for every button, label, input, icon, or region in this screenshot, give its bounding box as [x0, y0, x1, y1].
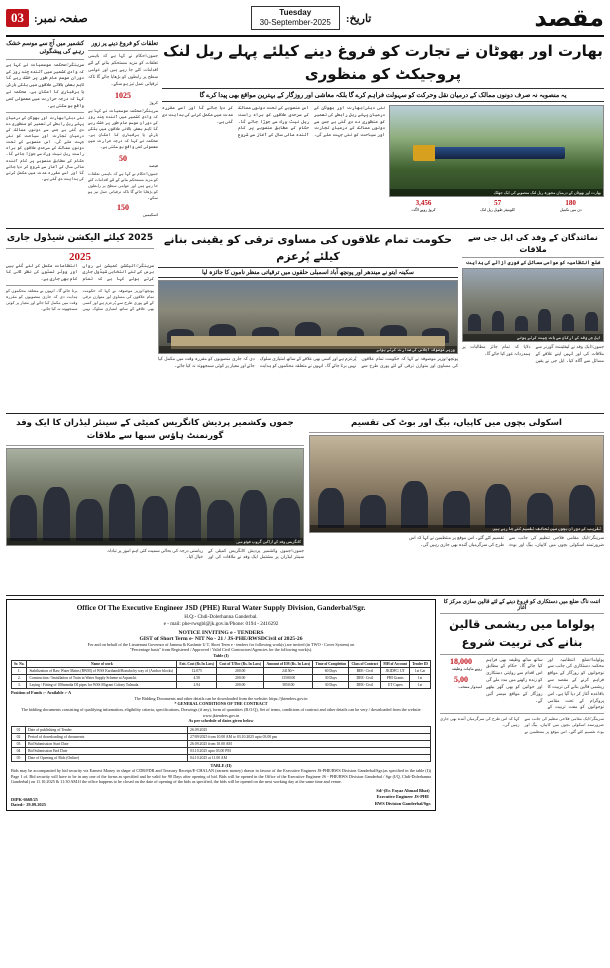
table-row: [12, 674, 431, 681]
left2-stat-1-value: 1025: [115, 90, 131, 100]
lead-subhead: یہ منصوبہ نہ صرف دونوں ممالک کے درمیان نقل وحرکت کو سہولت فراہم کرے گا بلکہ معاشی اور روزگار کے بہترین مواقع بھی پیدا کرے گا: [162, 88, 604, 102]
band-right-heading: اسکولی بچوں میں کاپیاں، بیگ اور بوٹ کی تقسیم: [351, 418, 562, 428]
mid-left-body-2: پونچھ//وزیر موصوفہ نے کہا کہ حکومت تمام علاقوں کی مساوی اور متوازن ترقی کے لئے پوری طرح سے پُرعزم ہے اور کسی بھی علاقے کے ساتھ امتیازی سلوک نہیں برتا جائے گا۔ انہوں نے متعلقہ محکموں کو ہدایت دی کہ جاری منصوبوں کو مقررہ وقت میں مکمل کیا جائے اور معیار پر کوئی سمجھوتہ نہ کیا جائے۔: [6, 287, 154, 312]
schedule-row: [12, 740, 431, 747]
cell-tdoc: 200.00: [217, 681, 264, 688]
lead-figure-3-label: دن میں تکمیل: [559, 208, 582, 212]
left1-body: سرینگر//محکمہ موسمیات نے کہا ہے کہ وادی کشمیر میں آئندہ چند روز کے دوران موسم عام طور پر خشک رہے گا تاہم بعض بالائی علاقوں میں ہلکی بارش یا برفباری کا امکان ہے۔ محکمہ نے کہا کہ درجہ حرارت میں معمولی کمی واقع ہو سکتی ہے۔: [6, 61, 84, 108]
mid-right-heading: نمائندگان کے وفد کی ایل جی سے ملاقات: [468, 233, 598, 254]
band-left-body: جموں//جموں وکشمیر پردیش کانگریس کمیٹی کے سینئر لیڈران پر مشتمل ایک وفد نے ملاقات کی اور ریاستی درجہ کی بحالی سمیت کئی اہم امور پر تبادلہ خیال کیا۔: [107, 547, 304, 560]
left-column-2: [88, 40, 158, 225]
people-group-2: [463, 301, 603, 331]
col-time: Time of Completion: [313, 660, 349, 667]
col-sr: Sr. No.: [12, 660, 27, 667]
cell-work: Stabilization of Raw Water Mains (RWM) of WSS Karthandi/Bonuba by way of (Anchor blocks): [27, 667, 177, 674]
left2-heading: تعلقات کو فروغ دینے پر زور: [91, 41, 158, 47]
sch-val: 04.10.2025 at 11.00 AM: [188, 754, 431, 761]
band-left-story: [6, 417, 304, 592]
col-tid: Tender ID: [410, 660, 431, 667]
mid-right-body: جموں//ایک وفد نے لیفٹیننٹ گورنر سے ملاقات کی اور انہیں اپنے علاقے کے مسائل سے آگاہ کیا۔ ایل جی نے یقین دلایا کہ تمام جائز مطالبات پر ہمدردانہ غور کیا جائے گا۔: [462, 344, 604, 363]
right-ad-kicker: اننت ناگ ضلع میں دستکاری کو فروغ دینے کے لئے قالین سازی مرکز کا آغاز: [443, 599, 601, 611]
tender-table-label: Table (I): [213, 652, 229, 658]
tender-fine-print: Bids may be accompanied by bid security viz Earnest Money in shape of CDR/FDR and Treasury Receipt/E-CHALAN (earnest money) drawn in favour of the Executive Engineer JS-PHE/RWS Division Ganderbal/Sgr.(as specified in the table (I)) Page 1 of. Bid security will have to be in any one of the forms as specified and be valid for 90 Days after opening of bid. Bids will be opened in the Office of the Executive Engineer JS - PHE/RWS Division Ganderbal / Sgr (I/Q, Chdi-Dolerhanna Ganderbal) on 11.10.2025 & 11:30 AM.If the office happens to be closed on the date of opening of the bids as specified, the bids will be opened on the next working day at the same time and venue.: [11, 767, 431, 785]
tender-dated: Dated:- 29.09.2025: [11, 802, 46, 808]
lead-body: نئی دہلی//بھارت اور بھوٹان کے درمیان پہلے ریل رابطے کی تعمیر کو منظوری دے دی گئی ہے جس سے دونوں ممالک کے درمیان تجارت اور سیاحت کو نئی جہت ملے گی۔ اس منصوبے کے تحت دونوں ممالک کے سرحدی علاقوں کو براہ راست ریل نیٹ ورک سے جوڑا جائے گا۔ حکام کے مطابق منصوبے پر کام آئندہ مالی سال کے آغاز سے شروع کر دیا جائے گا اور اسے مقررہ مدت میں مکمل کرنے کی ہدایت دی گئی ہے۔: [162, 105, 385, 138]
schedule-row: [12, 754, 431, 761]
mid-left-body: سرینگر//الیکشن کمیشن نے رواں برس کے لئے انتخابی شیڈول جاری کرتے ہوئے کہا ہے کہ تمام انتظامات مکمل کر لئے گئے ہیں اور ووٹر لسٹوں کی نظر ثانی کا کام بھی جاری ہے۔: [6, 262, 154, 282]
tender-sign-3: RWS Division Ganderbal/Sgr.: [374, 800, 431, 806]
cell-tid: 1st: [410, 674, 431, 681]
band-section: [6, 417, 604, 592]
sch-desc: Date of Opening of Bids (Online): [26, 754, 188, 761]
cell-em: 24150/=: [264, 667, 313, 674]
masthead: [6, 4, 604, 37]
band-right-story: [309, 417, 604, 592]
mid-section: [6, 232, 604, 410]
cell-est: 4.50: [177, 674, 217, 681]
tender-schedule-label: As per schedule of dates given below: [188, 718, 254, 724]
page-label: صفحہ نمبر:: [34, 12, 88, 25]
band-left-heading: جموں وکشمیر پردیش کانگریس کمیٹی کے سینئر لیڈران کا ایک وفد گورنمنٹ ہاؤس سبھا سے ملاقات: [16, 418, 294, 441]
col-est: Estt. Cost (Rs In Lacs): [177, 660, 217, 667]
right-ad-body: پولواما//ضلع انتظامیہ اور محکمہ دستکاری کی جانب سے نوجوانوں کو روزگار کے مواقع فراہم کرنے کے مقصد سے ریشمی قالین بنانے کی تربیت کا باقاعدہ آغاز کر دیا گیا ہے۔ اس پروگرام کے تحت مقامی نوجوانوں کو مفت تربیت کے ساتھ ساتھ وظیفہ بھی فراہم کیا جائے گا۔ حکام کے مطابق اس اقدام سے روایتی دستکاری کو زندہ رکھنے میں مدد ملے گی اور خواتین کو بھی گھر بیٹھے روزگار کے مواقع میسر آئیں گے۔: [486, 656, 604, 710]
schedule-row: [12, 747, 431, 754]
publication-logo: مقصد: [534, 4, 604, 32]
sch-no: 02: [12, 733, 26, 740]
tender-table-header-row: [12, 660, 431, 667]
tender-position-of-funds: Position of Funds :- Available :- A: [11, 689, 72, 695]
mid-center-photo-caption: وزیر موصوفہ اجلاس کی صدارت کرتے ہوئے: [159, 346, 457, 353]
mid-center-photo: [158, 280, 458, 354]
lead-headline: بھارت اور بھوٹان نے تجارت کو فروغ دینے کیلئے پہلے ریل لنک پروجیکٹ کو منظوری: [163, 42, 603, 83]
cell-class: DEE- Civil: [349, 674, 381, 681]
tender-email: e - mail: phe-rwsgbl@jk.gov.in/Phone: 0194 - 2416292: [163, 621, 279, 628]
tender-gist: GIST of Short Term e- NIT No - 21 / JS-PHE/RWSDCivil of 2025-26: [139, 635, 303, 642]
cell-class: DEE- Civil: [349, 681, 381, 688]
left2-stat-3-label: اسکیمیں: [142, 212, 158, 218]
left1-body-2: نئی دہلی//بھارت اور بھوٹان کے درمیان پہلے ریل رابطے کی تعمیر کو منظوری دے دی گئی ہے جس سے دونوں ممالک کے درمیان تجارت اور سیاحت کو نئی جہت ملے گی۔ اس منصوبے کے تحت دونوں ممالک کے سرحدی علاقوں کو براہ راست ریل نیٹ ورک سے جوڑا جائے گا۔ حکام کے مطابق منصوبے پر کام آئندہ مالی سال کے آغاز سے شروع کر دیا جائے گا اور اسے مقررہ مدت میں مکمل کرنے کی ہدایت دی گئی ہے۔: [6, 114, 84, 181]
mid-center-story: [158, 232, 458, 410]
mid-left-heading: 2025 کیلئے الیکشن شیڈول جاری: [6, 233, 154, 243]
sch-no: 04: [12, 747, 26, 754]
table-row: [12, 681, 431, 688]
mid-right-sub: ضلع انتظامیہ کو عوامی مسائل کے فوری ازالے کی ہدایت: [465, 261, 601, 267]
sch-val: 26.09.2025: [188, 726, 431, 733]
left2-stat-2-value: 50: [119, 153, 127, 163]
tender-bullet-3: The bidding documents consisting of qualifying information, eligibility criteria, specifications, Drawings (if any), form of quantities (B.O.Q), Set of terms, conditions of contract and other details can be very / downloaded from the website www.jktenders.gov.in: [21, 706, 421, 718]
sch-no: 05: [12, 754, 26, 761]
cell-mh: UT Capex: [381, 681, 410, 688]
right-ad-body-2: سرینگر//ایک مقامی فلاحی تنظیم کی جانب سے ضرورتمند اسکولی بچوں میں کاپیاں، بیگ اور بوٹ تقسیم کئے گئے۔ اس موقع پر منتظمین نے کہا کہ اس طرح کی سرگرمیاں آئندہ بھی جاری رہیں گی۔: [440, 716, 604, 734]
right-ad-stat-value: 18,000: [450, 656, 472, 666]
people-group-4: [310, 470, 603, 528]
col-work: Name of work: [27, 660, 177, 667]
cell-mh: JKIDFC/ UT: [381, 667, 410, 674]
cell-work: Construction / Installation of Train in Water Supply Scheme at Arpanchi.: [27, 674, 177, 681]
cell-time: 30 Days: [313, 681, 349, 688]
tender-schedule-table: [11, 726, 431, 762]
band-right-body: سرینگر//ایک مقامی فلاحی تنظیم کی جانب سے ضرورتمند اسکولی بچوں میں کاپیاں، بیگ اور بوٹ تقسیم کئے گئے۔ اس موقع پر منتظمین نے کہا کہ اس طرح کی سرگرمیاں آئندہ بھی جاری رہیں گی۔: [409, 534, 604, 547]
tender-bullet-1: The Bidding Documents and other details can be downloaded from the website: https://jktenders.gov.in: [134, 695, 308, 701]
train-graphic: [424, 147, 565, 159]
table-row: [12, 667, 431, 674]
mid-right-photo: [462, 268, 604, 342]
sch-val: 26.09.2025 from 10.00 AM: [188, 740, 431, 747]
date-box: [251, 6, 340, 30]
right-ad-stat2-label: امیدوار منتخب: [458, 683, 482, 689]
date-label: تاریخ:: [345, 12, 372, 25]
cell-time: 60 Days: [313, 667, 349, 674]
right-ad-headline: پولواما میں ریشمی قالین بنانے کی تربیت شروع: [449, 617, 595, 649]
left2-body-2: سرینگر//محکمہ موسمیات نے کہا ہے کہ وادی کشمیر میں آئندہ چند روز کے دوران موسم عام طور پر خشک رہے گا تاہم بعض بالائی علاقوں میں ہلکی بارش یا برفباری کا امکان ہے۔ محکمہ نے کہا کہ درجہ حرارت میں معمولی کمی واقع ہو سکتی ہے۔: [88, 107, 158, 150]
cell-mh: PHI Grants: [381, 674, 410, 681]
left2-stat-1-label: کروڑ: [149, 99, 158, 105]
tender-sign-2: Executive Engineer JS-PHE: [376, 794, 430, 800]
mid-center-headline: حکومت تمام علاقوں کی مساوی ترقی کو یقینی بنانے کیلئے پُرعزم: [163, 233, 453, 263]
bottom-section: [6, 599, 604, 811]
cell-work: Laying / Fitting of 100mmdia DI pipes for WSS Migrant Colony Tulmula.: [27, 681, 177, 688]
lead-figure-1-value: 3,456: [415, 199, 432, 207]
cell-est: 12.075: [177, 667, 217, 674]
cell-em: 13500.00: [264, 674, 313, 681]
mid-right-story: [462, 232, 604, 410]
cell-est: 2.94: [177, 681, 217, 688]
lead-figure-2-value: 57: [494, 199, 502, 207]
sch-desc: Bid Submission Start Date: [26, 740, 188, 747]
col-tdoc: Cost of T/Doc (Rs. In Lacs): [217, 660, 264, 667]
left2-stat-2-label: فیصد: [148, 162, 158, 168]
date-value: 30-September-2025: [259, 18, 331, 27]
people-group-3: [7, 477, 303, 540]
page-number-group: [6, 9, 88, 27]
mid-center-subhead: سکینہ ایتو نے میندھر اور پونچھ آباد اسمبلی حلقوں میں ترقیاتی منظر ناموں کا جائزہ لیا: [158, 267, 458, 278]
lead-story: [162, 40, 604, 225]
tender-table: [11, 660, 431, 689]
left2-stat-3-value: 150: [117, 203, 129, 213]
cell-no: 1.: [12, 667, 27, 674]
tender-notice: [6, 599, 436, 811]
lead-figure-1-label: کروڑ روپے لاگت: [411, 208, 436, 212]
tender-notice-title: NOTICE INVITING e - TENDERS: [178, 629, 264, 636]
cell-tid: 1st Cat: [410, 667, 431, 674]
cell-tdoc: 200.00: [217, 667, 264, 674]
tender-footer: [11, 788, 431, 807]
left1-heading: کشمیر میں آج سے موسم خشک رہنے کی پیشگوئی: [6, 41, 84, 56]
right-ad-story: [440, 599, 604, 811]
left2-body: جموں//حکام نے کہا ہے کہ باہمی تعلقات کو مزید مستحکم بنانے کے لئے اقدامات کئے جا رہے ہیں اور عوامی سطح پر رابطوں کو بڑھایا جائے گا تاکہ ترقیاتی عمل تیز ہو سکے۔: [88, 53, 158, 86]
lead-photo-caption: بھارت اور بھوٹان کے درمیان مجوزہ ریل لنک منصوبے کی ایک جھلک: [390, 189, 603, 196]
col-class: Class of Contract: [349, 660, 381, 667]
page-number: 03: [6, 9, 29, 27]
cell-em: 5850.00: [264, 681, 313, 688]
sch-val: 03.10.2025 upto 03.00 PM: [188, 747, 431, 754]
tender-office-title: Office Of The Executive Engineer JSD (PHE) Rural Water Supply Division, Ganderbal/Sgr.: [76, 603, 366, 612]
col-mh: MH of Account: [381, 660, 410, 667]
band-left-photo-caption: کانگریس وفد کے اراکین گروپ فوٹو میں: [7, 538, 303, 545]
right-ad-stat-label: روپے ماہانہ وظیفہ: [451, 665, 482, 671]
date-day: Tuesday: [279, 8, 312, 17]
band-right-photo: [309, 435, 604, 533]
sch-desc: Period of downloading of documents: [26, 733, 188, 740]
tender-table2-label: TABLE (II): [210, 762, 232, 768]
mid-left-year: 2025: [69, 250, 91, 263]
lead-figure-2-label: کلومیٹر طویل ریل لنک: [480, 208, 515, 212]
lead-photo: [389, 105, 604, 197]
mid-center-body: پونچھ//وزیر موصوفہ نے کہا کہ حکومت تمام علاقوں کی مساوی اور متوازن ترقی کے لئے پوری طرح سے پُرعزم ہے اور کسی بھی علاقے کے ساتھ امتیازی سلوک نہیں برتا جائے گا۔ انہوں نے متعلقہ محکموں کو ہدایت دی کہ جاری منصوبوں کو مقررہ وقت میں مکمل کیا جائے اور معیار پر کوئی سمجھوتہ نہ کیا جائے۔: [158, 356, 458, 368]
tender-bullet-2: * GENERAL CONDITIONS OF THE CONTRACT: [174, 701, 268, 707]
band-left-photo: [6, 448, 304, 546]
mid-left-story: [6, 232, 154, 410]
cell-time: 30 Days: [313, 674, 349, 681]
sch-desc: Bid Submission End Date: [26, 747, 188, 754]
sch-no: 01: [12, 726, 26, 733]
right-ad-stat2-value: 5,00: [454, 674, 468, 684]
sch-val: 27/09/2025 from 10.00 AM to 03.10.2025 upto 03.00 pm: [188, 733, 431, 740]
cell-tdoc: 200.00: [217, 674, 264, 681]
band-right-photo-caption: تقریب کے دوران بچوں میں تحائف تقسیم کئے جا رہے ہیں: [310, 525, 603, 532]
lead-figure-3-value: 180: [565, 199, 576, 207]
left-column-1: [6, 40, 84, 225]
tender-hq: H.Q:- Chdi-Dolerhanna Ganderbal.: [184, 613, 258, 620]
cell-no: 2.: [12, 674, 27, 681]
mid-right-photo-caption: ایل جی وفد کے ارکان سے بات چیت کرتے ہوئے: [463, 334, 603, 341]
schedule-row: [12, 726, 431, 733]
tender-dipk: DIPK-6668/25: [11, 797, 38, 803]
tender-sign-1: Sd/-(Er. Fayaz Ahmad Bhat): [376, 787, 430, 793]
schedule-row: [12, 733, 431, 740]
tender-intro-2: "Percentage basis" from Registered / Approved / Valid Civil Contractors/Agencies for the following work(s).: [129, 647, 313, 653]
tender-intro-1: For and on behalf of the Lieutenant Governor of Jammu & Kashmir U.T, Short Term e - tenders for following work(s) are invited (in TWO - Cover System) on: [87, 641, 355, 647]
sch-no: 03: [12, 740, 26, 747]
cell-no: 3.: [12, 681, 27, 688]
cell-tid: 1st: [410, 681, 431, 688]
col-em: Amount of EM (Rs. In Lacs): [264, 660, 313, 667]
sch-desc: Date of publishing of Tender: [26, 726, 188, 733]
cell-class: BEE- Civil: [349, 667, 381, 674]
left2-body-3: جموں//حکام نے کہا ہے کہ باہمی تعلقات کو مزید مستحکم بنانے کے لئے اقدامات کئے جا رہے ہیں اور عوامی سطح پر رابطوں کو بڑھایا جائے گا تاکہ ترقیاتی عمل تیز ہو سکے۔: [88, 170, 158, 201]
top-section: [6, 40, 604, 225]
